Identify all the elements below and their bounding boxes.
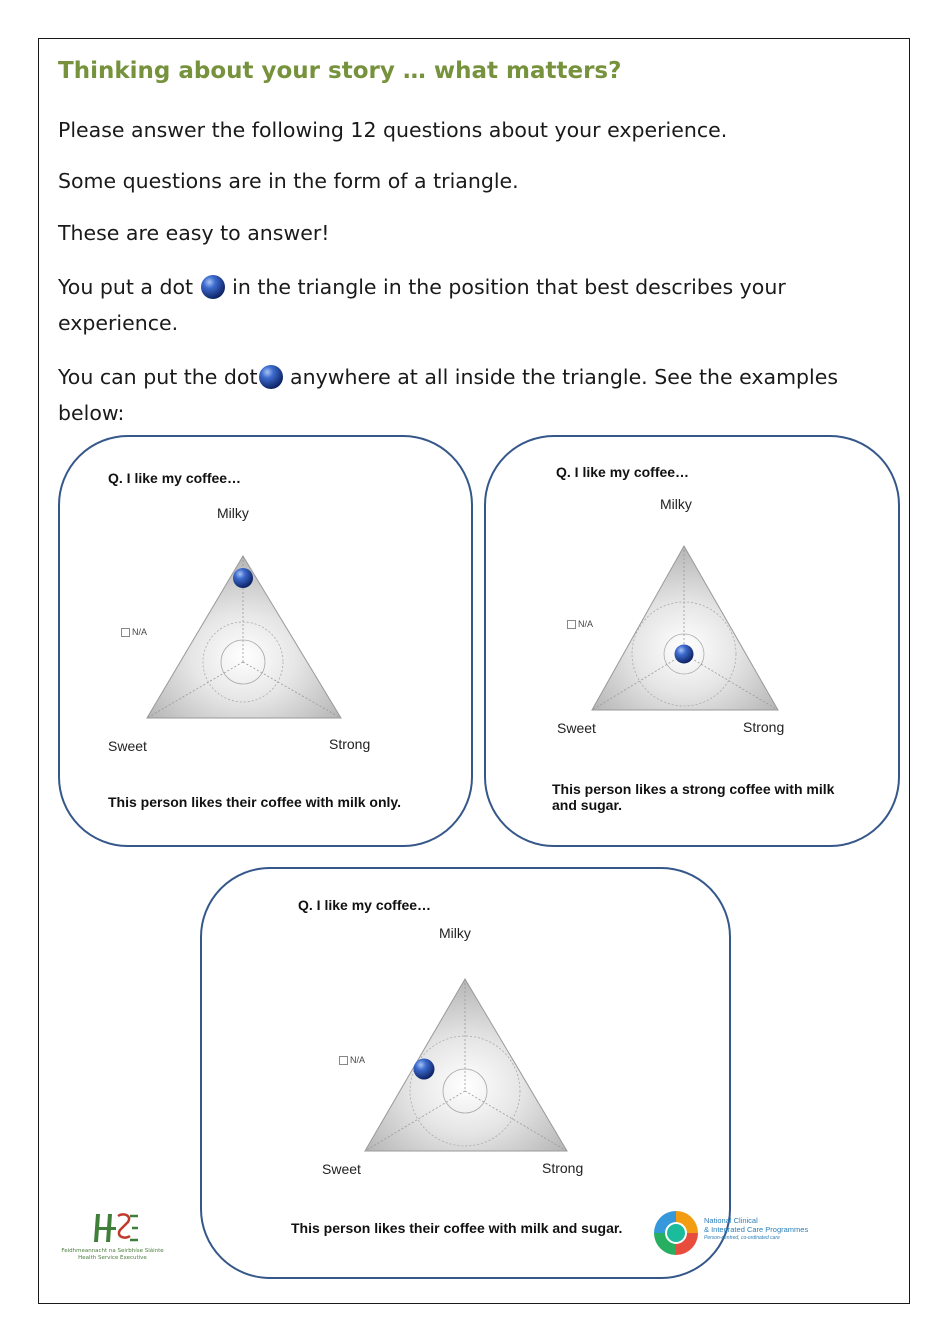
checkbox-icon xyxy=(121,628,130,637)
vertex-label-right: Strong xyxy=(329,736,371,752)
vertex-label-left: Sweet xyxy=(322,1161,361,1177)
na-label: N/A xyxy=(350,1055,366,1065)
triangle-selector[interactable] xyxy=(363,977,571,1155)
ncp-logo-mark xyxy=(651,1207,701,1259)
hse-sub-line: Feidhmeannacht na Seirbhíse Sláinte xyxy=(61,1248,164,1254)
ncp-logo-text xyxy=(704,1216,808,1243)
vertex-label-top: Milky xyxy=(660,496,692,512)
hse-logo-text xyxy=(60,1248,165,1262)
example-card xyxy=(58,435,473,847)
answer-dot xyxy=(233,568,253,588)
page-title: Thinking about your story … what matters? xyxy=(58,58,622,84)
instruction-paragraph: These are easy to answer! xyxy=(58,221,330,245)
blue-dot-icon xyxy=(258,364,284,390)
instruction-text: You can put the dot xyxy=(58,365,258,389)
vertex-label-top: Milky xyxy=(217,505,249,521)
vertex-label-left: Sweet xyxy=(557,720,596,736)
instruction-text: anywhere at all inside the triangle. See the examples below: xyxy=(58,365,839,425)
ncp-tagline: Person-centred, co-ordinated care xyxy=(704,1235,780,1241)
checkbox-icon xyxy=(567,620,576,629)
instruction-paragraph xyxy=(58,269,868,341)
na-label: N/A xyxy=(132,627,148,637)
answer-dot xyxy=(414,1059,435,1080)
vertex-label-right: Strong xyxy=(743,719,785,735)
answer-dot xyxy=(675,645,694,664)
example-caption: This person likes a strong coffee with milk and sugar. xyxy=(552,781,835,813)
na-checkbox[interactable] xyxy=(339,1055,365,1065)
triangle-selector[interactable] xyxy=(145,554,345,722)
example-caption: This person likes their coffee with milk and sugar. xyxy=(291,1220,623,1236)
triangle-selector[interactable] xyxy=(590,544,782,712)
instruction-paragraph: Please answer the following 12 questions about your experience. xyxy=(58,118,728,142)
instruction-paragraph: Some questions are in the form of a triangle. xyxy=(58,169,519,193)
example-card xyxy=(484,435,900,847)
ncp-line: National Clinical xyxy=(704,1216,758,1225)
hse-logo xyxy=(60,1210,165,1270)
hse-logo-mark xyxy=(90,1210,140,1246)
vertex-label-top: Milky xyxy=(439,925,471,941)
na-label: N/A xyxy=(578,619,594,629)
question-text: Q. I like my coffee… xyxy=(298,897,432,913)
instruction-text: in the triangle in the position that best describes your experience. xyxy=(58,275,786,335)
question-text: Q. I like my coffee… xyxy=(108,470,242,486)
ncp-line: & Integrated Care Programmes xyxy=(704,1225,809,1234)
vertex-label-left: Sweet xyxy=(108,738,147,754)
hse-sub-line: Health Service Executive xyxy=(78,1255,147,1261)
vertex-label-right: Strong xyxy=(542,1160,584,1176)
instruction-text: You put a dot xyxy=(58,275,200,299)
ncp-logo xyxy=(651,1207,811,1259)
na-checkbox[interactable] xyxy=(121,627,147,637)
checkbox-icon xyxy=(339,1056,348,1065)
question-text: Q. I like my coffee… xyxy=(556,464,690,480)
instruction-paragraph xyxy=(58,359,868,431)
example-caption: This person likes their coffee with milk only. xyxy=(108,794,402,810)
blue-dot-icon xyxy=(200,274,226,300)
